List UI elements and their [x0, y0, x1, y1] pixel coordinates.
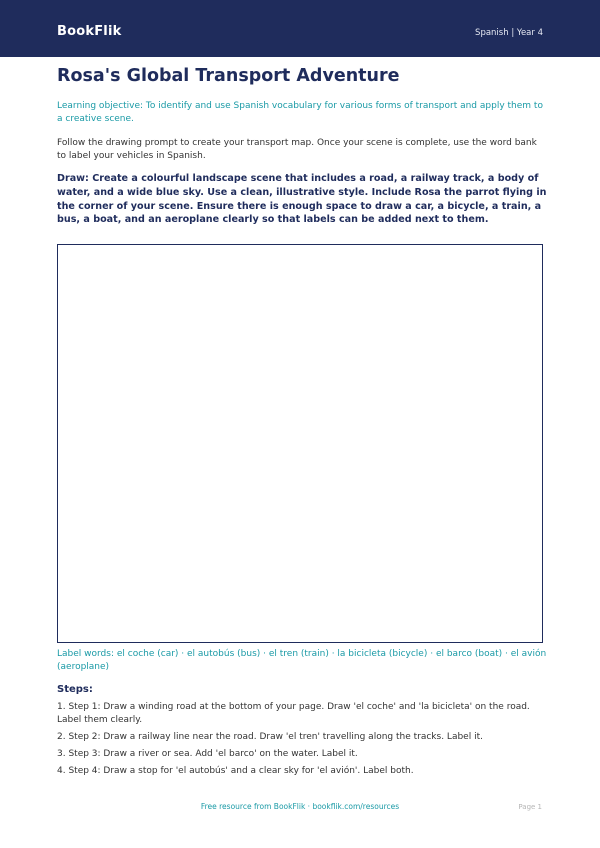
instructions: Follow the drawing prompt to create your transport map. Once your scene is complete, use the word bank to label your vehicles in Spanish.	[57, 138, 537, 161]
page-number: Page 1	[518, 803, 542, 811]
subject-year: Spanish | Year 4	[475, 28, 543, 38]
steps-heading: Steps:	[57, 684, 93, 695]
header-bar	[0, 0, 600, 57]
draw-prompt: Draw: Create a colourful landscape scene that includes a road, a railway track, a body of water, and a wide blue sky. Use a clean, illustrative style. Include Rosa the parrot flying in the corner of your scene. Ensure there is enough space to draw a car, a bicycle, a train, a bus, a boat, and an aeroplane clearly so that labels can be added next to them.	[57, 173, 547, 226]
step-item: 1. Step 1: Draw a winding road at the bottom of your page. Draw 'el coche' and 'la bicicleta' on the road. Label them clearly.	[57, 702, 530, 725]
word-bank: Label words: el coche (car) · el autobús (bus) · el tren (train) · la bicicleta (bicycle) · el barco (boat) · el avión (aeroplane)	[57, 649, 547, 672]
learning-objective: Learning objective: To identify and use Spanish vocabulary for various forms of transport and apply them to a creative scene.	[57, 101, 543, 124]
brand-logo: BookFlik	[57, 24, 122, 39]
step-item: 4. Step 4: Draw a stop for 'el autobús' and a clear sky for 'el avión'. Label both.	[57, 766, 414, 776]
step-item: 3. Step 3: Draw a river or sea. Add 'el barco' on the water. Label it.	[57, 749, 358, 759]
drawing-area	[57, 244, 543, 643]
page-title: Rosa's Global Transport Adventure	[57, 66, 400, 86]
step-item: 2. Step 2: Draw a railway line near the road. Draw 'el tren' travelling along the tracks. Label it.	[57, 732, 483, 742]
footer-text: Free resource from BookFlik · bookflik.com/resources	[200, 802, 400, 811]
steps-list	[57, 701, 547, 782]
